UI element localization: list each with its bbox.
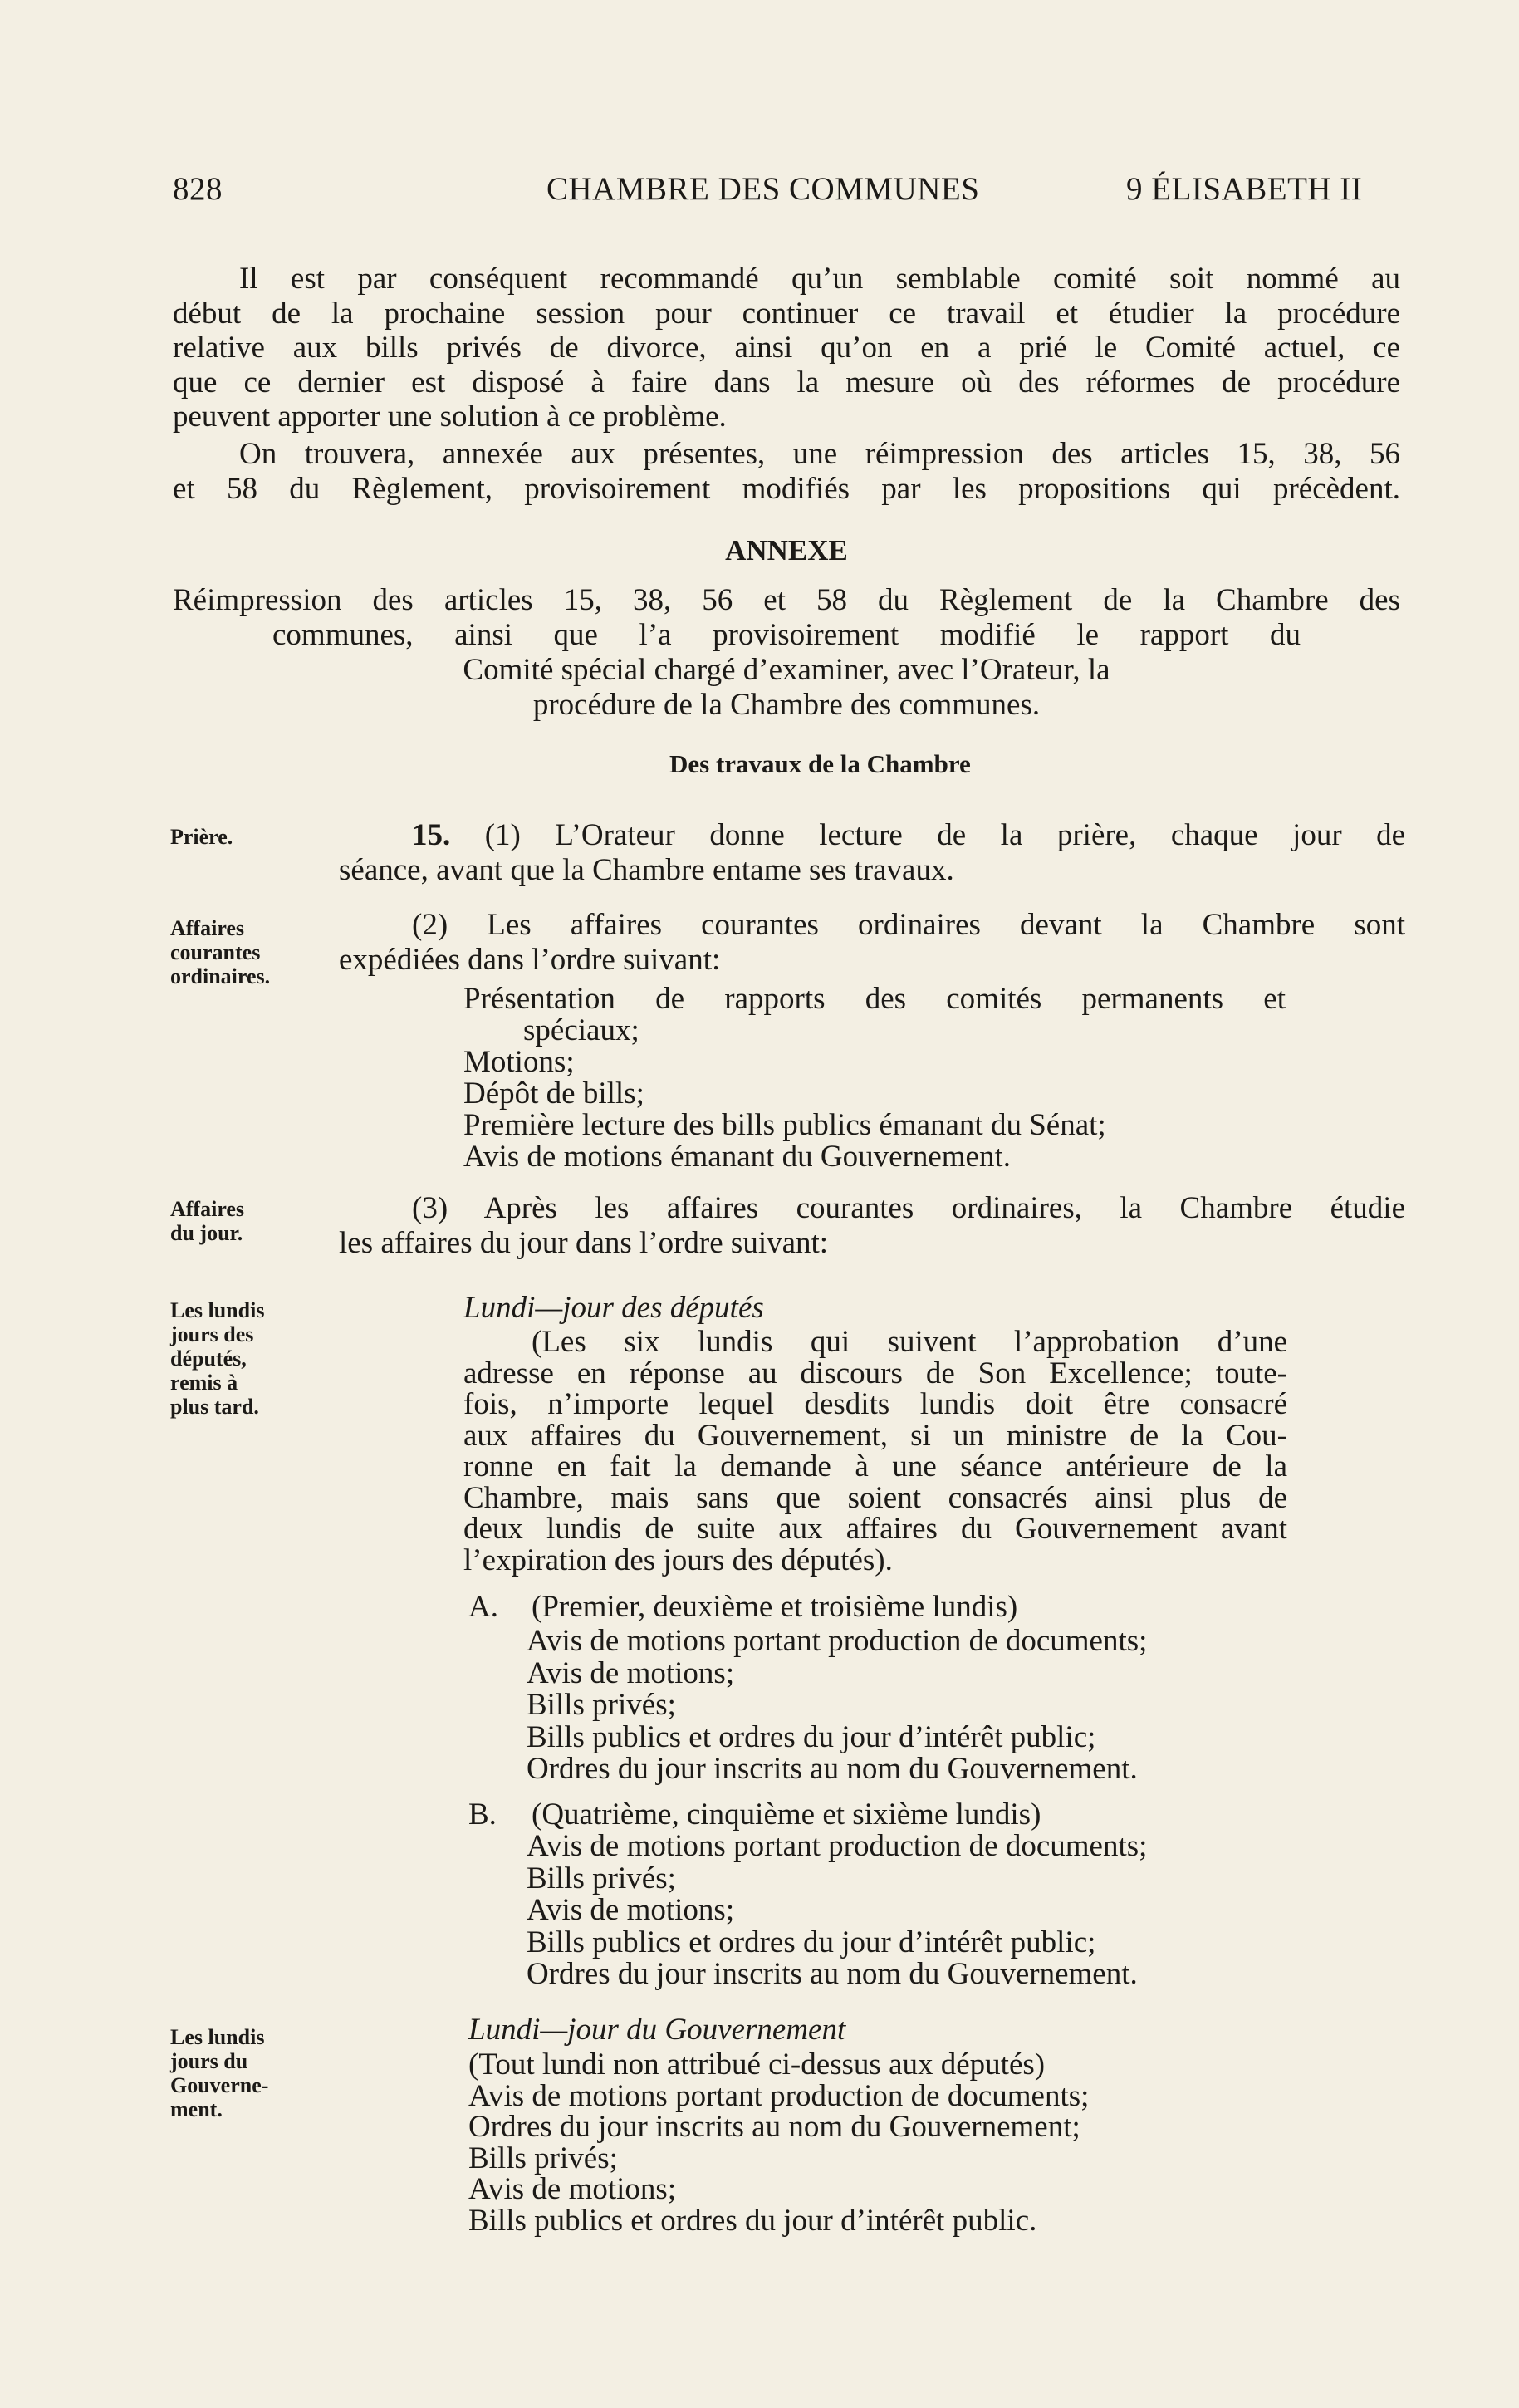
- paragraph-line: deux lundis de suite aux affaires du Gouvernement avant: [463, 1512, 1287, 1546]
- margin-note-lundis-gouvernement: [170, 2025, 268, 2121]
- subsection-text: Les affaires courantes ordinaires devant la Chambre sont: [487, 908, 1405, 942]
- margin-note-line: Affaires: [170, 1197, 245, 1221]
- article-15-subsection-2: [339, 908, 1405, 977]
- list-item: Première lecture des bills publics émanant du Sénat;: [463, 1108, 1106, 1142]
- margin-note-line: députés,: [170, 1346, 247, 1371]
- section-title: Des travaux de la Chambre: [669, 749, 971, 778]
- margin-note-line: jours des: [170, 1322, 254, 1346]
- article-15-subsection-3: [339, 1191, 1405, 1260]
- list-item: Ordres du jour inscrits au nom du Gouvernement.: [527, 1957, 1138, 1991]
- margin-note-line: Gouverne-: [170, 2073, 269, 2097]
- margin-note-lundis-deputes: [170, 1298, 264, 1419]
- list-item: Avis de motions;: [527, 1893, 735, 1927]
- paragraph-line: adresse en réponse au discours de Son Excellence; toute-: [463, 1356, 1287, 1390]
- subsection-text: L’Orateur donne lecture de la prière, chaque jour de: [555, 818, 1406, 852]
- margin-note-line: ment.: [170, 2097, 223, 2121]
- list-item: spéciaux;: [523, 1013, 639, 1047]
- subsection-number: (2): [412, 908, 448, 942]
- section-b-list: [527, 1831, 1307, 1991]
- intro-line: peuvent apporter une solution à ce problème.: [173, 400, 727, 434]
- intro-line: Il est par conséquent recommandé qu’un semblable comité soit nommé au: [239, 262, 1400, 296]
- paragraph-line: aux affaires du Gouvernement, si un ministre de la Cou-: [463, 1418, 1287, 1453]
- paragraph-line: ronne en fait la demande à une séance antérieure de la: [463, 1449, 1287, 1484]
- margin-note-priere: [170, 825, 233, 849]
- margin-note-affaires-jour: [170, 1197, 244, 1245]
- annexe-line: Réimpression des articles 15, 38, 56 et 58 du Règlement de la Chambre des: [173, 583, 1400, 617]
- margin-note-line: remis à: [170, 1371, 238, 1395]
- annexe-line: communes, ainsi que l’a provisoirement modifié le rapport du: [272, 618, 1301, 652]
- lundi-deputes-heading: Lundi—jour des députés: [463, 1291, 764, 1325]
- annexe-line: Comité spécial chargé d’examiner, avec l’Orateur, la: [463, 653, 1110, 687]
- margin-note-line: du jour.: [170, 1221, 243, 1245]
- article-15-subsection-1: [339, 818, 1405, 887]
- article-line: expédiées dans l’ordre suivant:: [339, 942, 721, 977]
- margin-note-line: plus tard.: [170, 1395, 259, 1419]
- annexe-line: procédure de la Chambre des communes.: [532, 688, 1041, 722]
- subsection-number: (3): [412, 1191, 448, 1225]
- section-a-title: (Premier, deuxième et troisième lundis): [532, 1590, 1018, 1624]
- routine-business-list: [463, 983, 1286, 1173]
- intro-line: début de la prochaine session pour continuer ce travail et étudier la procédure: [173, 296, 1400, 331]
- margin-note-line: Les lundis: [170, 1298, 265, 1322]
- intro-line: On trouvera, annexée aux présentes, une réimpression des articles 15, 38, 56: [239, 437, 1400, 471]
- list-item: Avis de motions;: [468, 2172, 677, 2206]
- list-item: Avis de motions portant production de documents;: [468, 2078, 1090, 2113]
- running-reign: 9 ÉLISABETH II: [1126, 171, 1363, 207]
- article-line: [339, 908, 1405, 943]
- running-title: CHAMBRE DES COMMUNES: [546, 171, 980, 207]
- article-line: les affaires du jour dans l’ordre suivant:: [339, 1225, 829, 1260]
- list-item: Bills publics et ordres du jour d’intérêt public.: [468, 2203, 1037, 2238]
- article-number: 15.: [412, 818, 451, 852]
- paragraph-line: fois, n’importe lequel desdits lundis doit être consacré: [463, 1387, 1287, 1421]
- list-item: Motions;: [463, 1045, 575, 1079]
- section-b-title: (Quatrième, cinquième et sixième lundis): [532, 1797, 1041, 1832]
- paragraph-line: (Les six lundis qui suivent l’approbation d’une: [532, 1325, 1287, 1359]
- margin-note-line: Affaires: [170, 916, 245, 940]
- article-line: [339, 1191, 1405, 1226]
- list-item: Bills publics et ordres du jour d’intérêt public;: [527, 1925, 1096, 1959]
- intro-line: et 58 du Règlement, provisoirement modifiés par les propositions qui précèdent.: [173, 471, 1400, 506]
- margin-note-line: ordinaires.: [170, 964, 271, 988]
- section-a-label: A.: [468, 1590, 498, 1624]
- margin-note-line: Les lundis: [170, 2025, 265, 2049]
- lundi-gouvernement-heading: Lundi—jour du Gouvernement: [468, 2013, 846, 2047]
- margin-note-line: jours du: [170, 2049, 248, 2073]
- paragraph-line: l’expiration des jours des députés).: [463, 1542, 893, 1577]
- section-b-label: B.: [468, 1797, 497, 1832]
- section-a-list: [527, 1626, 1307, 1786]
- list-item: Avis de motions portant production de documents;: [527, 1829, 1148, 1863]
- margin-note-affaires-courantes: [170, 916, 270, 988]
- margin-note-line: Prière.: [170, 825, 233, 849]
- list-item: Présentation de rapports des comités permanents et: [463, 982, 1286, 1016]
- annexe-title: ANNEXE: [725, 534, 848, 566]
- list-item: Bills privés;: [527, 1861, 676, 1896]
- subsection-number: (1): [484, 818, 521, 852]
- intro-paragraph-1: [173, 262, 1400, 434]
- list-item: Bills privés;: [527, 1688, 676, 1722]
- article-line: [339, 818, 1405, 853]
- intro-line: que ce dernier est disposé à faire dans la mesure où des réformes de procédure: [173, 365, 1400, 400]
- list-item: Ordres du jour inscrits au nom du Gouvernement;: [468, 2110, 1080, 2144]
- subsection-text: Après les affaires courantes ordinaires, la Chambre étudie: [483, 1191, 1405, 1225]
- page-number: 828: [173, 171, 223, 207]
- intro-line: relative aux bills privés de divorce, ainsi qu’on en a prié le Comité actuel, ce: [173, 331, 1400, 365]
- annexe-description: [173, 583, 1400, 723]
- list-item: Avis de motions émanant du Gouvernement.: [463, 1140, 1012, 1174]
- list-item: Bills privés;: [468, 2141, 618, 2175]
- list-item: Bills publics et ordres du jour d’intérêt public;: [527, 1719, 1096, 1754]
- margin-note-line: courantes: [170, 940, 261, 964]
- list-item: (Tout lundi non attribué ci-dessus aux députés): [468, 2048, 1046, 2082]
- paragraph-line: Chambre, mais sans que soient consacrés ainsi plus de: [463, 1480, 1287, 1515]
- lundi-gouvernement-list: [468, 2049, 1299, 2236]
- list-item: Avis de motions;: [527, 1655, 735, 1690]
- article-line: séance, avant que la Chambre entame ses travaux.: [339, 852, 954, 887]
- list-item: Ordres du jour inscrits au nom du Gouvernement.: [527, 1752, 1138, 1786]
- list-item: Dépôt de bills;: [463, 1076, 644, 1111]
- list-item: Avis de motions portant production de documents;: [527, 1624, 1148, 1658]
- intro-paragraph-2: [173, 437, 1400, 506]
- lundi-deputes-paragraph: [463, 1327, 1287, 1576]
